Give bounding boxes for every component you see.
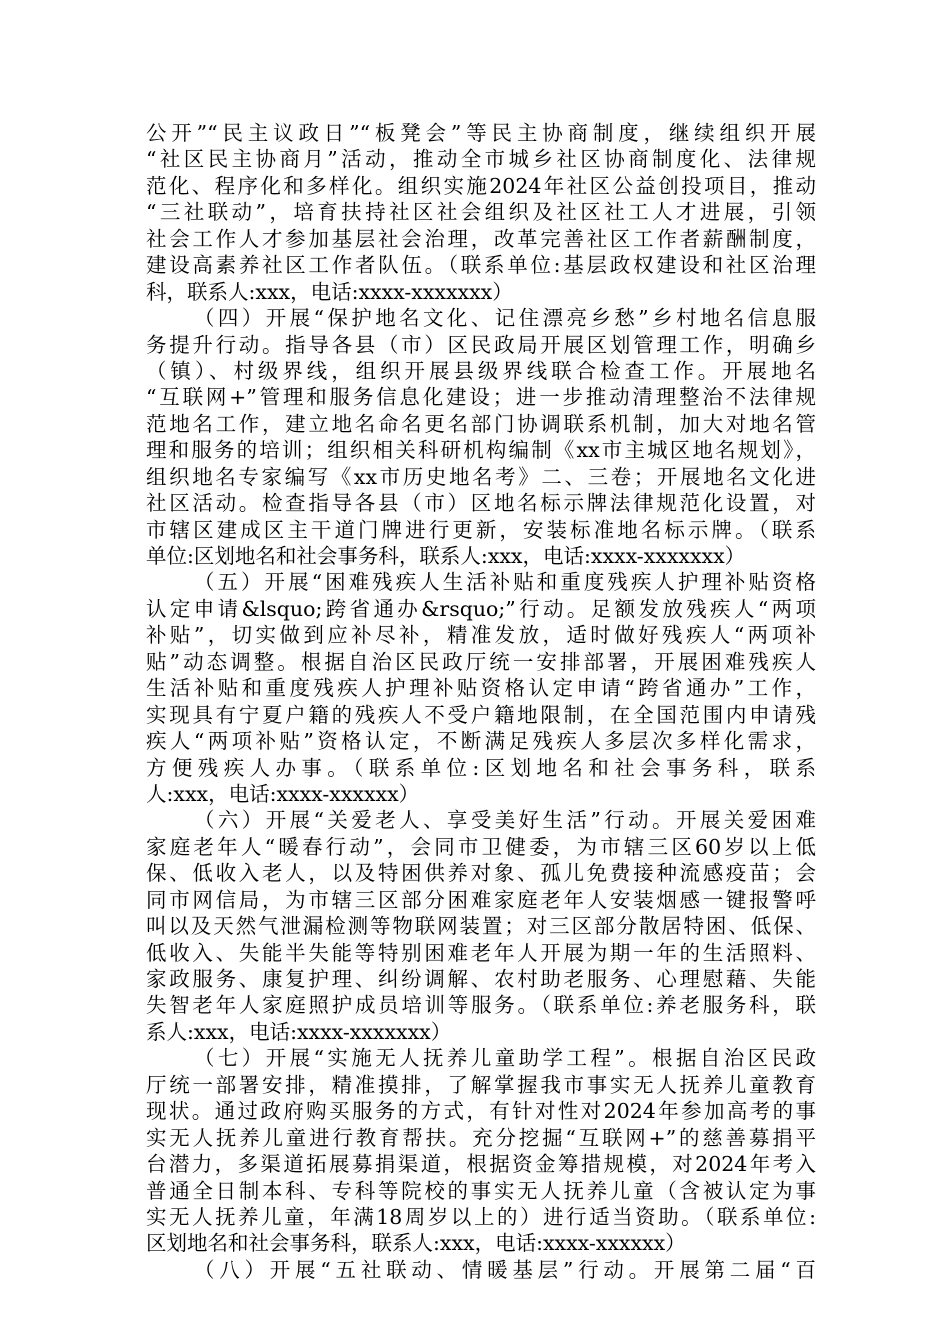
- text-line: 贴”动态调整。根据自治区民政厅统一安排部署，开展困难残疾人: [146, 649, 816, 674]
- text-line: 实无人抚养儿童进行教育帮扶。充分挖掘“互联网+”的慈善募捐平: [146, 1125, 816, 1150]
- text-line: 补贴”，切实做到应补尽补，精准发放，适时做好残疾人“两项补: [146, 623, 816, 648]
- text-line: 认定申请&lsquo;跨省通办&rsquo;”行动。足额发放残疾人“两项: [146, 596, 816, 621]
- text-line: 实现具有宁夏户籍的残疾人不受户籍地限制，在全国范围内申请残: [146, 702, 816, 727]
- text-line: （镇）、村级界线，组织开展县级界线联合检查工作。开展地名: [146, 358, 816, 383]
- text-line: 疾人“两项补贴”资格认定，不断满足残疾人多层次多样化需求，: [146, 729, 816, 754]
- text-line: 厅统一部署安排，精准摸排，了解掌握我市事实无人抚养儿童教育: [146, 1072, 816, 1097]
- text-line: “社区民主协商月”活动，推动全市城乡社区协商制度化、法律规: [146, 147, 816, 172]
- text-line: （六）开展“关爱老人、享受美好生活”行动。开展关爱困难: [194, 808, 816, 833]
- document-body: [146, 120, 816, 1283]
- text-line: 现状。通过政府购买服务的方式，有针对性对2024年参加高考的事: [146, 1099, 816, 1124]
- text-line: 家庭老年人“暖春行动”，会同市卫健委，为市辖三区60岁以上低: [146, 834, 816, 859]
- text-line: 低收入、失能半失能等特别困难老年人开展为期一年的生活照料、: [146, 940, 816, 965]
- text-line: （七）开展“实施无人抚养儿童助学工程”。根据自治区民政: [194, 1046, 816, 1071]
- text-line: 方便残疾人办事。（联系单位:区划地名和社会事务科，联系: [146, 755, 816, 780]
- text-line: 市辖区建成区主干道门牌进行更新，安装标准地名标示牌。（联系: [146, 517, 816, 542]
- text-line: 实无人抚养儿童，年满18周岁以上的）进行适当资助。（联系单位:: [146, 1204, 816, 1229]
- text-line: 系人:xxx，电话:xxxx-xxxxxxx）: [146, 1019, 452, 1044]
- text-line: 社会工作人才参加基层社会治理，改革完善社区工作者薪酬制度，: [146, 226, 816, 251]
- text-line: 组织地名专家编写《xx市历史地名考》二、三卷；开展地名文化进: [146, 464, 816, 489]
- text-line: 普通全日制本科、专科等院校的事实无人抚养儿童（含被认定为事: [146, 1178, 816, 1203]
- text-line: 区划地名和社会事务科，联系人:xxx，电话:xxxx-xxxxxx）: [146, 1231, 686, 1256]
- text-line: （五）开展“困难残疾人生活补贴和重度残疾人护理补贴资格: [194, 570, 816, 595]
- text-line: 叫以及天然气泄漏检测等物联网装置；对三区部分散居特困、低保、: [146, 914, 816, 939]
- text-line: 范地名工作，建立地名命名更名部门协调联系机制，加大对地名管: [146, 411, 816, 436]
- text-line: 务提升行动。指导各县（市）区民政局开展区划管理工作，明确乡: [146, 332, 816, 357]
- text-line: 单位:区划地名和社会事务科，联系人:xxx，电话:xxxx-xxxxxxx）: [146, 544, 746, 568]
- text-line: 科，联系人:xxx，电话:xxxx-xxxxxxx）: [146, 279, 513, 304]
- text-line: 社区活动。检查指导各县（市）区地名标示牌法律规范化设置，对: [146, 491, 816, 516]
- text-line: 建设高素养社区工作者队伍。（联系单位:基层政权建设和社区治理: [146, 253, 816, 278]
- text-line: “互联网+”管理和服务信息化建设；进一步推动清理整治不法律规: [146, 385, 816, 410]
- text-line: 保、低收入老人，以及特困供养对象、孤儿免费接种流感疫苗；会: [146, 861, 816, 886]
- text-line: 人:xxx，电话:xxxx-xxxxxx）: [146, 781, 420, 806]
- text-line: 家政服务、康复护理、纠纷调解、农村助老服务、心理慰藉、失能: [146, 967, 816, 991]
- text-line: 生活补贴和重度残疾人护理补贴资格认定申请“跨省通办”工作，: [146, 676, 816, 701]
- text-line: “三社联动”，培育扶持社区社会组织及社区社工人才进展，引领: [146, 200, 816, 225]
- text-line: 理和服务的培训；组织相关科研机构编制《xx市主城区地名规划》，: [146, 438, 816, 463]
- text-line: 同市网信局，为市辖三区部分困难家庭老年人安装烟感一键报警呼: [146, 887, 816, 912]
- text-line: 范化、程序化和多样化。组织实施2024年社区公益创投项目，推动: [146, 173, 816, 198]
- text-line: 台潜力，多渠道拓展募捐渠道，根据资金筹措规模，对2024年考入: [146, 1152, 816, 1177]
- text-line: （四）开展“保护地名文化、记住漂亮乡愁”乡村地名信息服: [194, 306, 816, 331]
- text-line: 失智老年人家庭照护成员培训等服务。（联系单位:养老服务科，联: [146, 993, 816, 1018]
- text-line: 公开”“民主议政日”“板凳会”等民主协商制度，继续组织开展: [146, 121, 816, 145]
- text-line: （八）开展“五社联动、情暖基层”行动。开展第二届“百: [194, 1257, 816, 1282]
